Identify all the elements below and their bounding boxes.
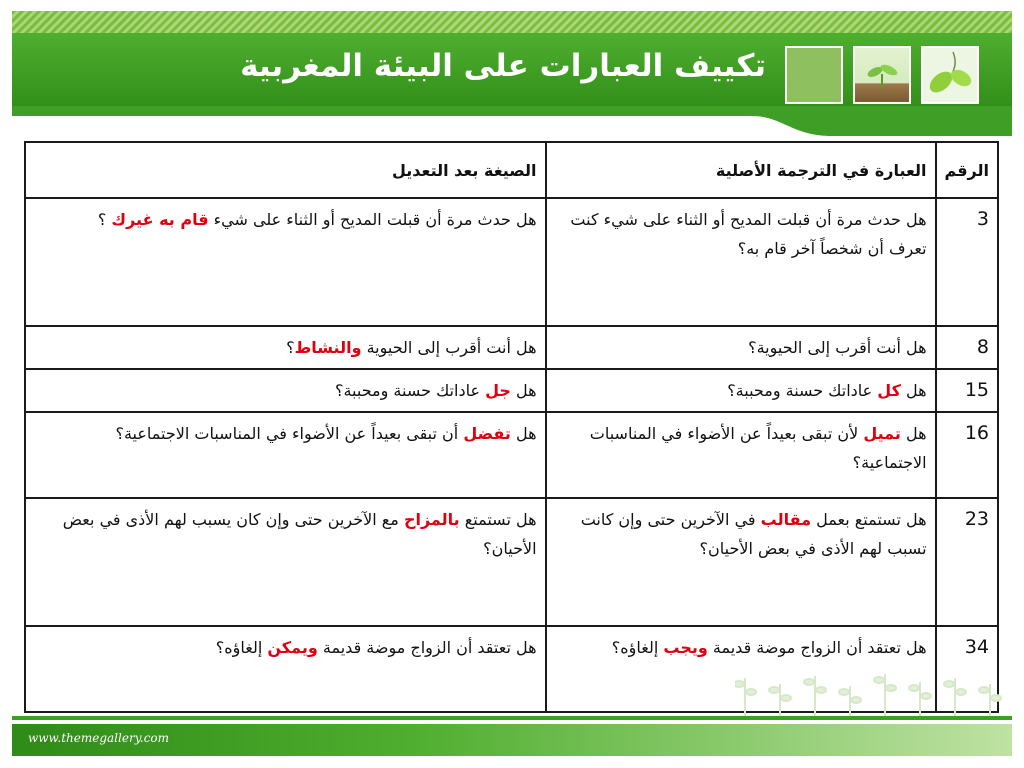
table-row [25, 326, 998, 369]
row-number: 15 [936, 369, 998, 412]
table-row [25, 369, 998, 412]
highlighted-word: مقالب [760, 510, 812, 529]
banner-curve-decoration [12, 106, 1012, 142]
highlighted-word: والنشاط [294, 338, 362, 357]
highlighted-word: كل [877, 381, 901, 400]
plant-pattern-icon [735, 670, 1005, 720]
row-number: 3 [936, 198, 998, 326]
phrase-text: هل تستمتع بعمل [811, 510, 927, 529]
highlighted-word: تميل [863, 424, 901, 443]
original-phrase [546, 369, 936, 412]
row-number: 23 [936, 498, 998, 626]
highlighted-word: ويمكن [267, 638, 318, 657]
phrase-text: في الآخرين حتى وإن كانت تسبب لهم الأذى في بعض الأحيان؟ [580, 510, 927, 558]
phrase-text: عاداتك حسنة ومحببة؟ [334, 381, 486, 400]
phrase-text: مع الآخرين حتى وإن كان يسبب لهم الأذى في بعض الأحيان؟ [62, 510, 537, 558]
modified-phrase [25, 369, 546, 412]
comparison-table [24, 141, 999, 713]
phrase-text: عاداتك حسنة ومحببة؟ [727, 381, 878, 400]
phrase-text: هل أنت أقرب إلى الحيوية؟ [748, 338, 927, 357]
phrase-text: هل [510, 424, 537, 443]
phrase-text: هل أنت أقرب إلى الحيوية [361, 338, 537, 357]
phrase-text: هل تستمتع [459, 510, 537, 529]
modified-phrase [25, 326, 546, 369]
sprout-thumbnail-icon [853, 46, 911, 104]
original-phrase [546, 412, 936, 498]
phrase-text: إلغاؤه؟ [215, 638, 268, 657]
table-row [25, 412, 998, 498]
phrase-text: ؟ [97, 210, 112, 229]
table-body [25, 198, 998, 712]
header-original: العبارة في الترجمة الأصلية [546, 142, 936, 198]
highlighted-word: قام به غيرك [111, 210, 209, 229]
table-row [25, 198, 998, 326]
highlighted-word: بالمزاح [403, 510, 460, 529]
phrase-text: هل حدث مرة أن قبلت المديح أو الثناء على شيء [208, 210, 537, 229]
phrase-text: إلغاؤه؟ [611, 638, 664, 657]
slide-title: تكييف العبارات على البيئة المغربية [240, 48, 766, 84]
comparison-table-container [24, 141, 999, 713]
modified-phrase [25, 198, 546, 326]
highlighted-word: تفضل [463, 424, 511, 443]
table-header-row [25, 142, 998, 198]
highlighted-word: جل [485, 381, 511, 400]
green-square-icon [785, 46, 843, 104]
phrase-text: هل [510, 381, 537, 400]
row-number: 16 [936, 412, 998, 498]
table-row [25, 498, 998, 626]
phrase-text: أن تبقى بعيداً عن الأضواء في المناسبات الاجتماعية؟ [115, 424, 464, 443]
leaf-thumbnail-icon [921, 46, 979, 104]
row-number: 8 [936, 326, 998, 369]
modified-phrase [25, 626, 546, 712]
header-modified: الصيغة بعد التعديل [25, 142, 546, 198]
phrase-text: ؟ [286, 338, 295, 357]
row-number: 34 [936, 626, 998, 712]
original-phrase [546, 198, 936, 326]
original-phrase [546, 326, 936, 369]
phrase-text: هل [900, 424, 927, 443]
phrase-text: هل [900, 381, 927, 400]
phrase-text: هل تعتقد أن الزواج موضة قديمة [707, 638, 927, 657]
top-stripe-decoration [12, 11, 1012, 33]
phrase-text: لأن تبقى بعيداً عن الأضواء في المناسبات الاجتماعية؟ [589, 424, 927, 472]
modified-phrase [25, 498, 546, 626]
footer-divider [12, 716, 1012, 720]
footer-url: www.themegallery.com [28, 731, 170, 745]
modified-phrase [25, 412, 546, 498]
highlighted-word: ويجب [663, 638, 708, 657]
original-phrase [546, 498, 936, 626]
header-number: الرقم [936, 142, 998, 198]
phrase-text: هل تعتقد أن الزواج موضة قديمة [317, 638, 537, 657]
phrase-text: هل حدث مرة أن قبلت المديح أو الثناء على شيء كنت تعرف أن شخصاً آخر قام به؟ [570, 210, 927, 258]
